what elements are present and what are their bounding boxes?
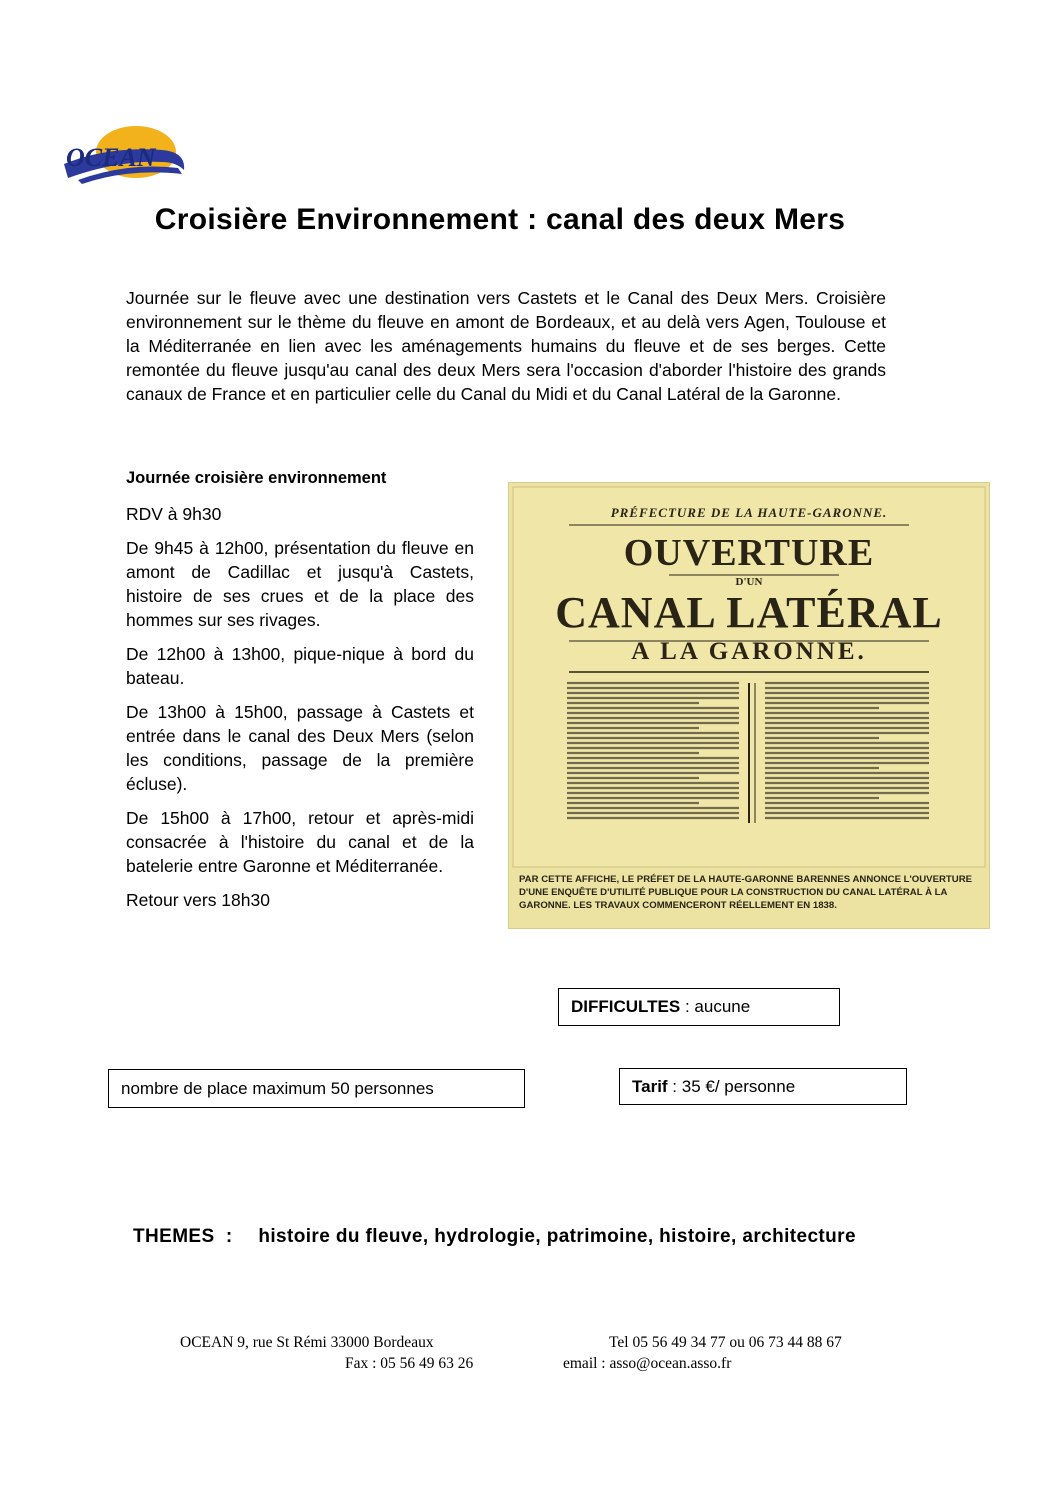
poster-line-4: A LA GARONNE. [631, 638, 867, 665]
poster-line-3: CANAL LATÉRAL [555, 588, 943, 637]
programme-item: RDV à 9h30 [126, 504, 222, 524]
page-title: Croisière Environnement : canal des deux Mers [154, 203, 846, 236]
footer-email: email : asso@ocean.asso.fr [563, 1355, 732, 1372]
themes-value: histoire du fleuve, hydrologie, patrimoine, histoire, architecture [258, 1226, 856, 1247]
poster-line-2: D'UN [735, 576, 763, 588]
historic-poster-image [508, 482, 990, 929]
footer-address: OCEAN 9, rue St Rémi 33000 Bordeaux [180, 1334, 434, 1351]
tarif-label: Tarif [632, 1076, 668, 1096]
poster-caption: PAR CETTE AFFICHE, LE PRÉFET DE LA HAUTE-GARONNE BARENNES ANNONCE L'OUVERTURE D'UNE ENQUÊTE D'UTILITÉ PUBLIQUE POUR LA CONSTRUCTION DU CANAL LATÉRAL À LA GARONNE. LES TRAVAUX COMMENCERONT RÉELLEMENT EN 1838. [519, 874, 973, 911]
programme-item: De 9h45 à 12h00, présentation du fleuve en amont de Cadillac et jusqu'à Castets, histoire de ses crues et de la place des hommes sur ses rivages. [126, 538, 474, 630]
programme-heading: Journée croisière environnement [126, 469, 387, 487]
footer-tel: Tel 05 56 49 34 77 ou 06 73 44 88 67 [609, 1334, 842, 1351]
difficultes-label: DIFFICULTES [571, 997, 681, 1016]
poster-line-1: OUVERTURE [623, 532, 875, 574]
ocean-logo [58, 122, 196, 186]
tarif-box [619, 1068, 907, 1105]
difficultes-box [558, 988, 840, 1026]
programme-item: De 13h00 à 15h00, passage à Castets et entrée dans le canal des Deux Mers (selon les conditions, passage de la première écluse). [126, 702, 474, 794]
programme-item: De 15h00 à 17h00, retour et après-midi consacrée à l'histoire du canal et de la batelerie entre Garonne et Méditerranée. [126, 808, 474, 876]
places-box [108, 1069, 525, 1108]
difficultes-value: : aucune [680, 997, 751, 1016]
programme [126, 466, 474, 922]
footer-fax: Fax : 05 56 49 63 26 [345, 1355, 474, 1372]
poster-prefecture: PRÉFECTURE DE LA HAUTE-GARONNE. [610, 505, 888, 520]
tarif-value: : 35 €/ personne [667, 1076, 796, 1096]
themes-line [133, 1226, 1033, 1248]
intro-paragraph: Journée sur le fleuve avec une destination vers Castets et le Canal des Deux Mers. Croisière environnement sur le thème du fleuve en amont de Bordeaux, et au delà vers Agen, Toulouse et la Méditerranée en lien avec les aménagements humains du fleuve et de ses berges. Cette remontée du fleuve jusqu'au canal des deux Mers sera l'occasion d'aborder l'histoire des grands canaux de France et en particulier celle du Canal du Midi et du Canal Latéral de la Garonne. [126, 288, 886, 404]
places-text: nombre de place maximum 50 personnes [121, 1078, 434, 1098]
programme-item: Retour vers 18h30 [126, 890, 270, 910]
themes-label: THEMES : [133, 1226, 233, 1247]
programme-item: De 12h00 à 13h00, pique-nique à bord du bateau. [126, 644, 474, 688]
logo-text: OCEAN [66, 143, 156, 172]
